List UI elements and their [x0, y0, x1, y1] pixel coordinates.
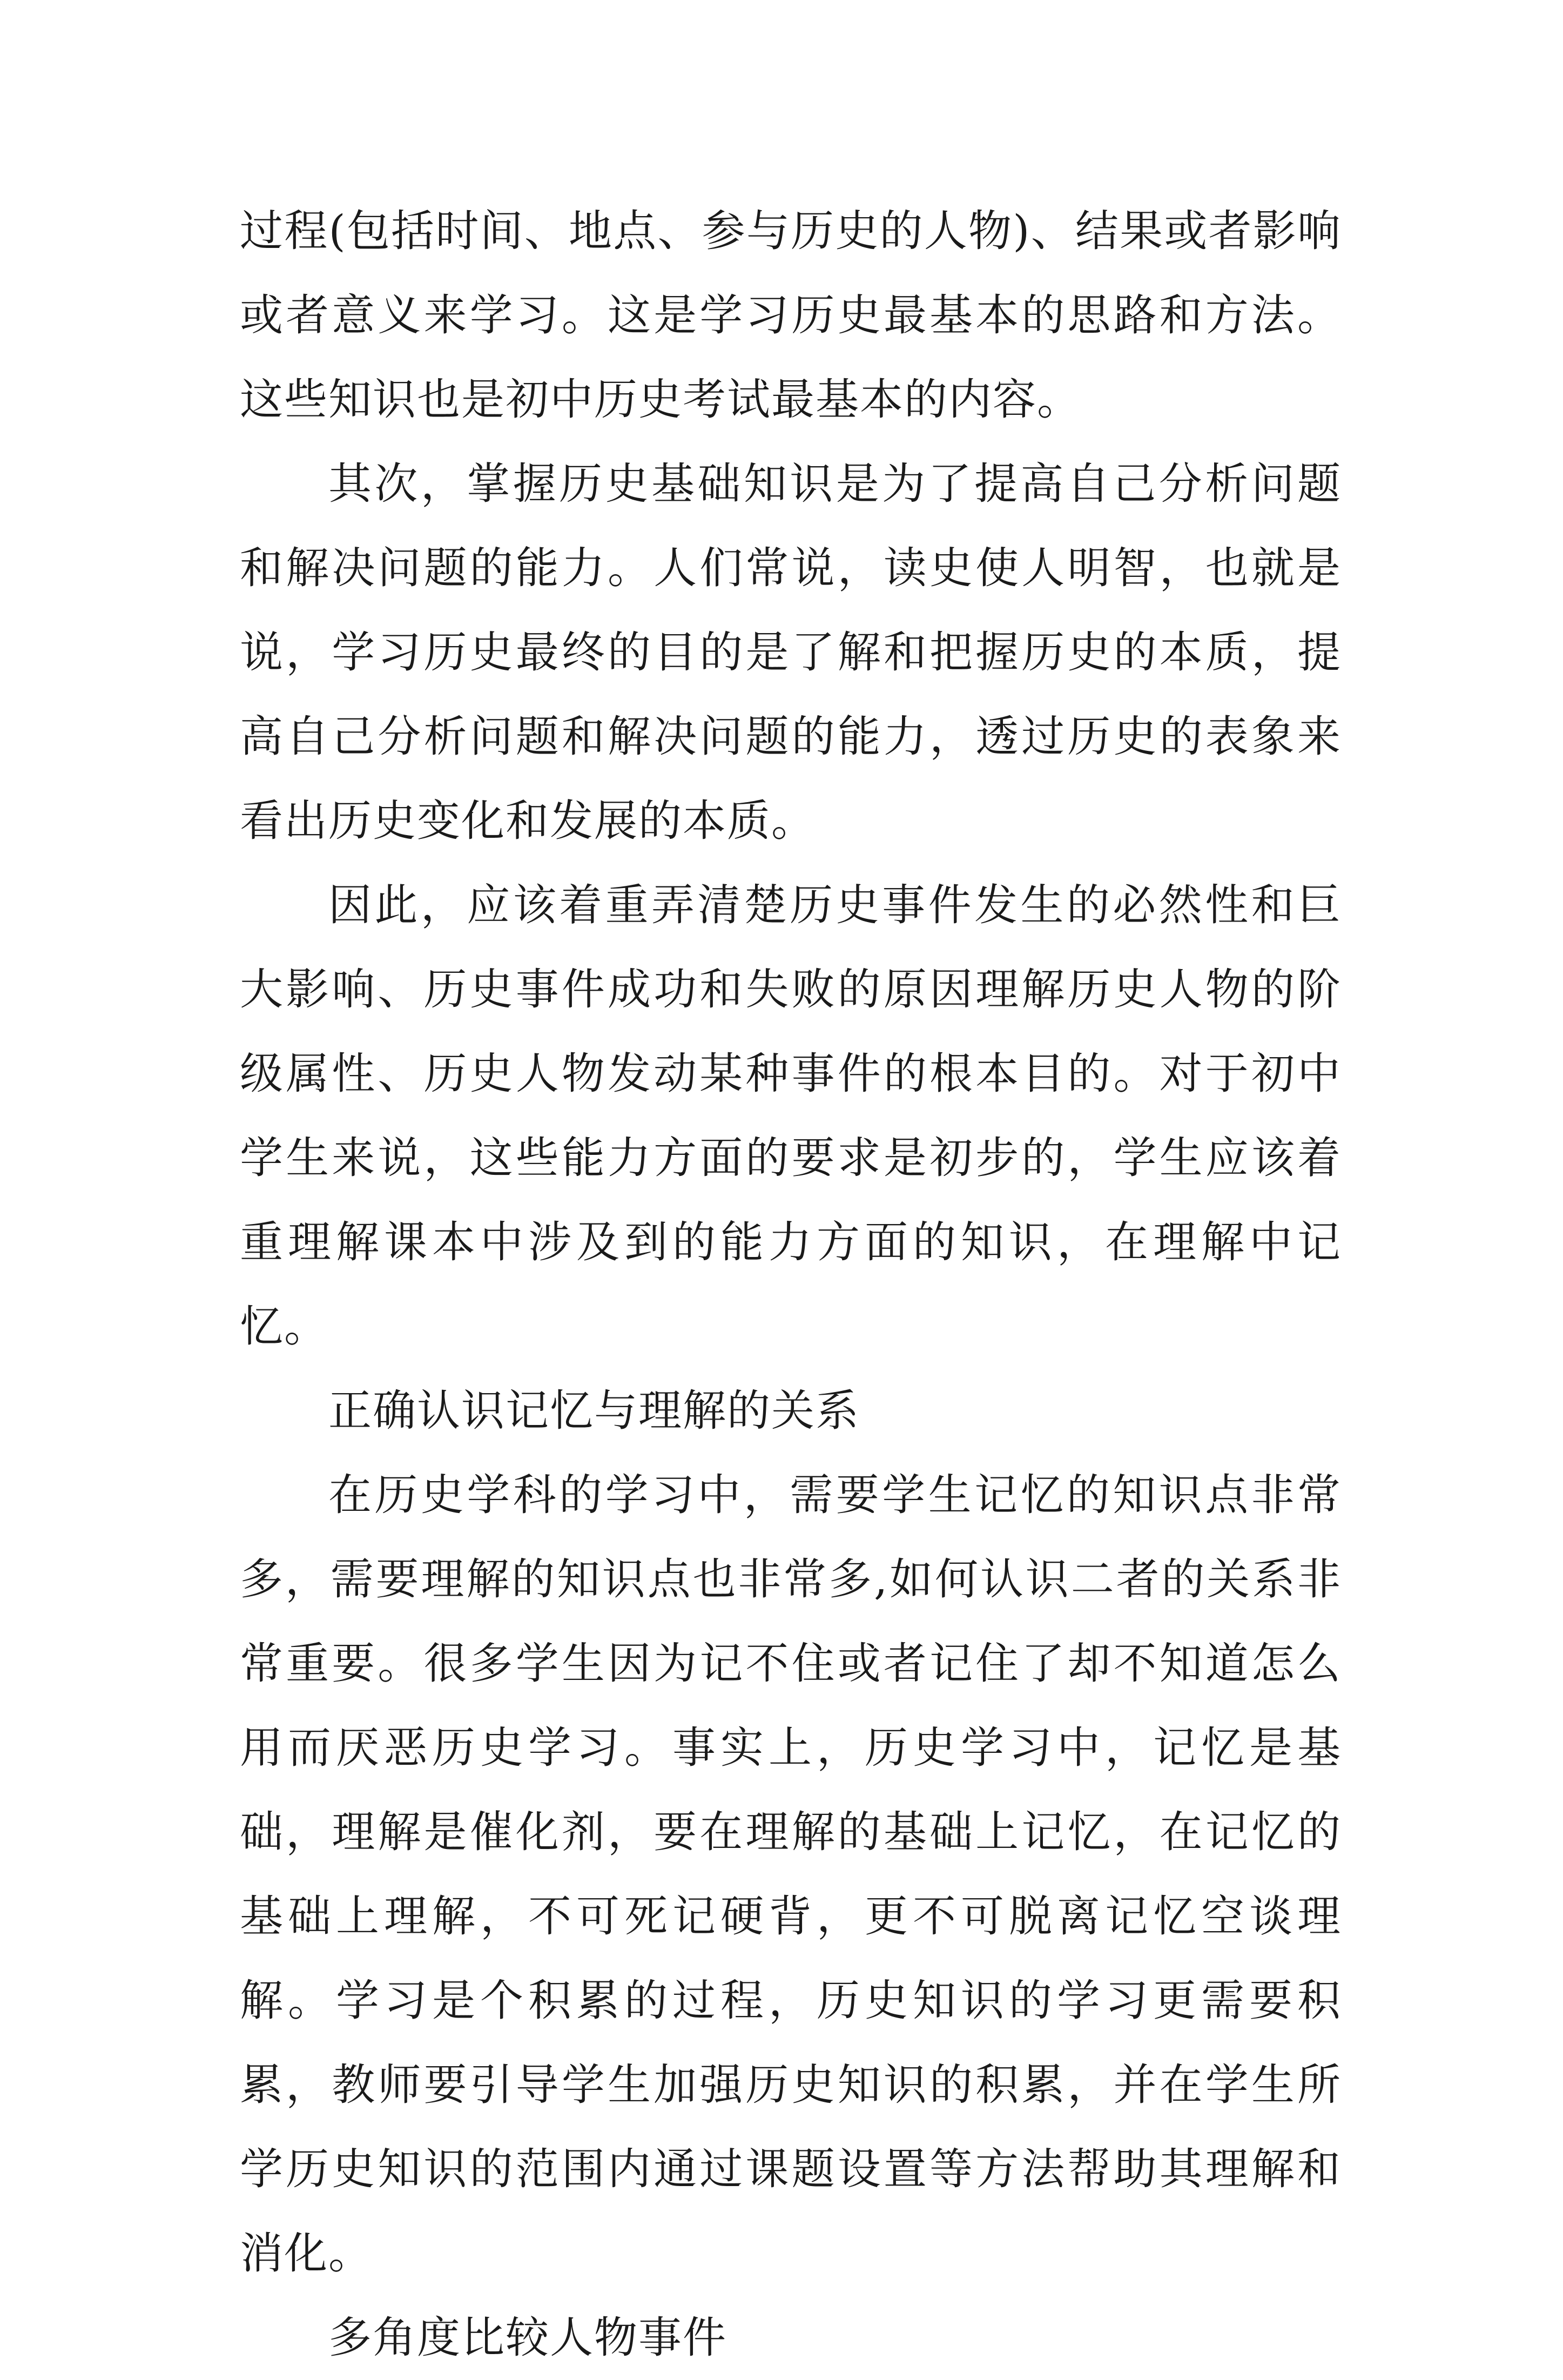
- document-body: [240, 189, 1342, 2380]
- section-heading-memory-understanding: 正确认识记忆与理解的关系: [328, 1386, 860, 1436]
- paragraph-memory-understanding: 在历史学科的学习中，需要学生记忆的知识点非常多，需要理解的知识点也非常多,如何认识二者的关系非常重要。很多学生因为记不住或者记住了却不知道怎么用而厌恶历史学习。事实上，历史学习中，记忆是基础，理解是催化剂，要在理解的基础上记忆，在记忆的基础上理解，不可死记硬背，更不可脱离记忆空谈理解。学习是个积累的过程，历史知识的学习更需要积累，教师要引导学生加强历史知识的积累，并在学生所学历史知识的范围内通过课题设置等方法帮助其理解和消化。: [240, 1470, 1342, 2278]
- paragraph-therefore: 因此，应该着重弄清楚历史事件发生的必然性和巨大影响、历史事件成功和失败的原因理解历史人物的阶级属性、历史人物发动某种事件的根本目的。对于初中学生来说，这些能力方面的要求是初步的，学生应该着重理解课本中涉及到的能力方面的知识，在理解中记忆。: [240, 880, 1342, 1352]
- section-heading-compare-events: 多角度比较人物事件: [328, 2312, 727, 2363]
- paragraph-analysis-ability: 其次，掌握历史基础知识是为了提高自己分析问题和解决问题的能力。人们常说，读史使人明智，也就是说，学习历史最终的目的是了解和把握历史的本质，提高自己分析问题和解决问题的能力，透过历史的表象来看出历史变化和发展的本质。: [240, 459, 1342, 846]
- paragraph-continuation: 过程(包括时间、地点、参与历史的人物)、结果或者影响或者意义来学习。这是学习历史最基本的思路和方法。这些知识也是初中历史考试最基本的内容。: [240, 206, 1342, 425]
